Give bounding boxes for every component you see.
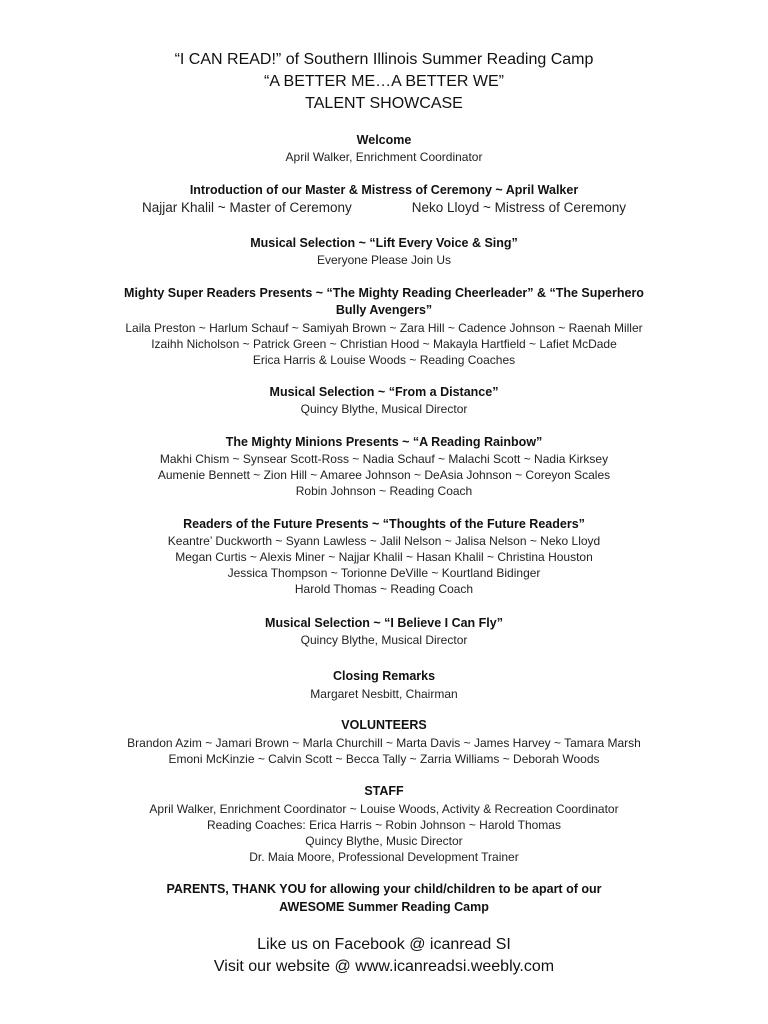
readers-future-line-1: Keantre’ Duckworth ~ Syann Lawless ~ Jalil Nelson ~ Jalisa Nelson ~ Neko Lloyd: [167, 534, 601, 548]
program-subtitle: “A BETTER ME…A BETTER WE”: [263, 73, 505, 90]
program-title: “I CAN READ!” of Southern Illinois Summer Reading Camp: [174, 51, 594, 68]
mighty-super-readers-heading: Mighty Super Readers Presents ~ “The Mighty Reading Cheerleader” & “The Superhero: [124, 286, 644, 300]
mighty-super-readers-heading-cont: Bully Avengers”: [335, 303, 433, 317]
musical-selection-2-line: Quincy Blythe, Musical Director: [300, 402, 468, 416]
closing-remarks-line: Margaret Nesbitt, Chairman: [310, 687, 458, 701]
mistress-of-ceremony: Neko Lloyd ~ Mistress of Ceremony: [411, 200, 626, 215]
mighty-minions-heading: The Mighty Minions Presents ~ “A Reading Rainbow”: [225, 435, 543, 449]
musical-selection-1-line: Everyone Please Join Us: [316, 253, 452, 267]
parents-thanks-line-1: PARENTS, THANK YOU for allowing your child/children to be apart of our: [166, 882, 602, 896]
mighty-super-readers-coaches: Erica Harris & Louise Woods ~ Reading Coaches: [252, 353, 516, 367]
mighty-minions-line-1: Makhi Chism ~ Synsear Scott-Ross ~ Nadia Schauf ~ Malachi Scott ~ Nadia Kirksey: [159, 452, 609, 466]
mighty-super-readers-line-2: Izaihh Nicholson ~ Patrick Green ~ Christian Hood ~ Makayla Hartfield ~ Lafiet McDade: [151, 337, 617, 351]
mighty-minions-coach: Robin Johnson ~ Reading Coach: [295, 484, 473, 498]
website-line: Visit our website @ www.icanreadsi.weebly.com: [213, 958, 555, 975]
welcome-line: April Walker, Enrichment Coordinator: [285, 150, 483, 164]
musical-selection-2-heading: Musical Selection ~ “From a Distance”: [269, 385, 499, 399]
staff-line-2: Reading Coaches: Erica Harris ~ Robin Johnson ~ Harold Thomas: [207, 818, 561, 832]
readers-future-line-3: Jessica Thompson ~ Torionne DeVille ~ Kourtland Bidinger: [227, 566, 541, 580]
master-of-ceremony: Najjar Khalil ~ Master of Ceremony: [142, 200, 352, 215]
mighty-minions-line-2: Aumenie Bennett ~ Zion Hill ~ Amaree Johnson ~ DeAsia Johnson ~ Coreyon Scales: [157, 468, 611, 482]
readers-future-coach: Harold Thomas ~ Reading Coach: [294, 582, 474, 596]
staff-heading: STAFF: [364, 784, 404, 798]
musical-selection-3-line: Quincy Blythe, Musical Director: [300, 633, 468, 647]
readers-future-line-2: Megan Curtis ~ Alexis Miner ~ Najjar Khalil ~ Hasan Khalil ~ Christina Houston: [175, 550, 593, 564]
staff-line-1: April Walker, Enrichment Coordinator ~ Louise Woods, Activity & Recreation Coordinator: [149, 802, 619, 816]
ceremony-row: [0, 200, 768, 216]
staff-line-3: Quincy Blythe, Music Director: [305, 834, 463, 848]
volunteers-line-2: Emoni McKinzie ~ Calvin Scott ~ Becca Tally ~ Zarria Williams ~ Deborah Woods: [168, 752, 600, 766]
staff-line-4: Dr. Maia Moore, Professional Development Trainer: [249, 850, 519, 864]
mighty-super-readers-line-1: Laila Preston ~ Harlum Schauf ~ Samiyah Brown ~ Zara Hill ~ Cadence Johnson ~ Raenah Miller: [125, 321, 643, 335]
welcome-heading: Welcome: [356, 133, 412, 147]
volunteers-heading: VOLUNTEERS: [341, 718, 427, 732]
parents-thanks-line-2: AWESOME Summer Reading Camp: [279, 900, 489, 914]
program-event-name: TALENT SHOWCASE: [305, 95, 463, 112]
musical-selection-1-heading: Musical Selection ~ “Lift Every Voice & Sing”: [250, 236, 518, 250]
readers-future-heading: Readers of the Future Presents ~ “Thoughts of the Future Readers”: [183, 517, 585, 531]
closing-remarks-heading: Closing Remarks: [332, 669, 436, 683]
facebook-line: Like us on Facebook @ icanread SI: [257, 936, 511, 953]
volunteers-line-1: Brandon Azim ~ Jamari Brown ~ Marla Churchill ~ Marta Davis ~ James Harvey ~ Tamara Marsh: [127, 736, 641, 750]
intro-heading: Introduction of our Master & Mistress of Ceremony ~ April Walker: [189, 183, 579, 197]
musical-selection-3-heading: Musical Selection ~ “I Believe I Can Fly”: [265, 616, 503, 630]
